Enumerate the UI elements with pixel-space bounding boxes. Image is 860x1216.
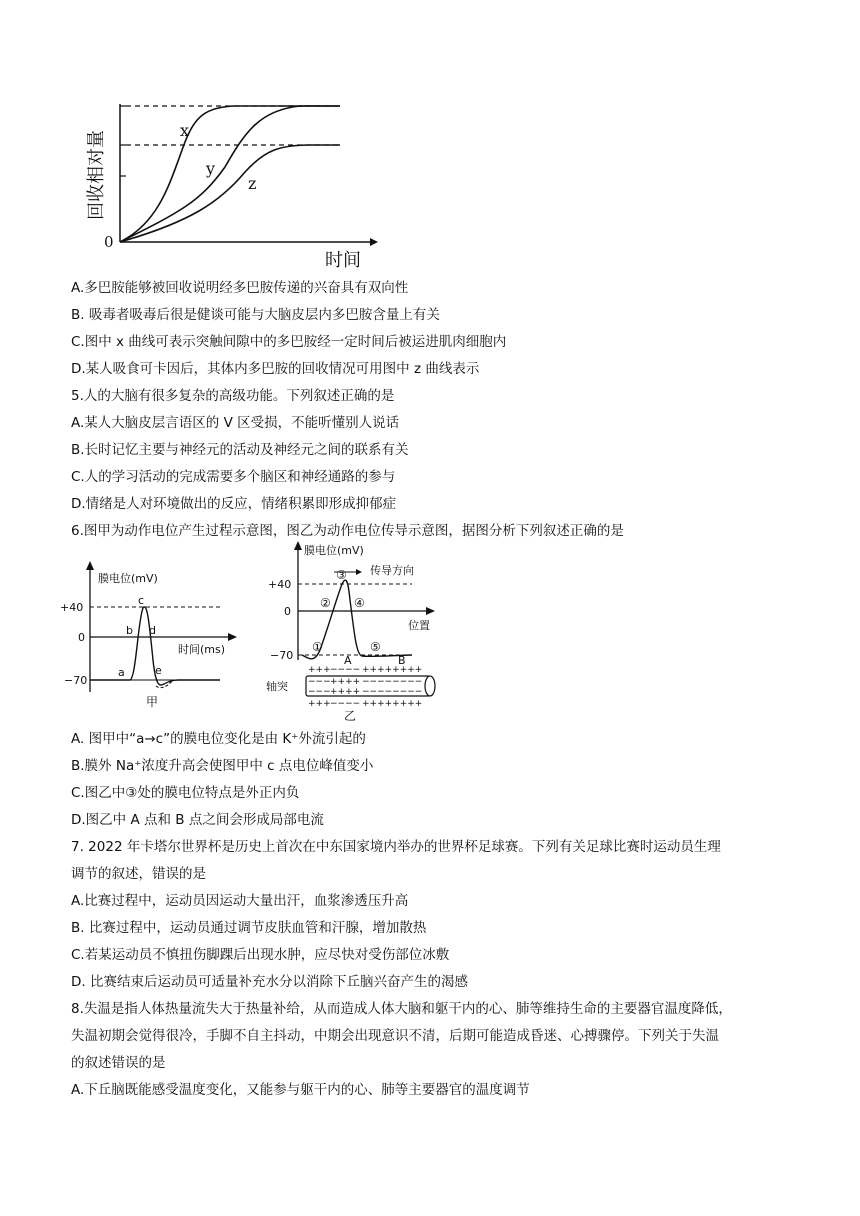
jia-point-b: b bbox=[126, 624, 133, 637]
q7-stem-line2: 调节的叙述，错误的是 bbox=[71, 866, 206, 882]
yi-direction: 传导方向 bbox=[370, 564, 414, 577]
action-potential-figure-jia bbox=[60, 560, 250, 710]
svg-text:++++: ++++ bbox=[330, 687, 361, 697]
q5-option-d: D.情绪是人对环境做出的反应，情绪积累即形成抑郁症 bbox=[71, 496, 397, 512]
yi-axon-label: 轴突 bbox=[266, 680, 288, 693]
svg-text:++++: ++++ bbox=[330, 677, 361, 687]
yi-x-label: 位置 bbox=[408, 619, 430, 632]
yi-tick-0: 0 bbox=[284, 605, 291, 618]
q6-option-a: A. 图甲中“a→c”的膜电位变化是由 K⁺外流引起的 bbox=[71, 731, 366, 747]
curve-z-label: z bbox=[248, 174, 257, 193]
svg-text:−−−−−−−−: −−−−−−−− bbox=[362, 687, 423, 697]
q8-stem-line1: 8.失温是指人体热量流失大于热量补给，从而造成人体大脑和躯干内的心、肺等维持生命的主要器官温度降低， bbox=[71, 1001, 732, 1017]
q6-option-d: D.图乙中 A 点和 B 点之间会形成局部电流 bbox=[71, 812, 324, 828]
svg-text:−−−−−−−−: −−−−−−−− bbox=[362, 677, 423, 687]
jia-point-c: c bbox=[138, 594, 145, 607]
yi-point-5: ⑤ bbox=[370, 640, 381, 654]
q7-option-a: A.比赛过程中，运动员因运动大量出汗，血浆渗透压升高 bbox=[71, 893, 409, 909]
q4-option-d: D.某人吸食可卡因后，其体内多巴胺的回收情况可用图中 z 曲线表示 bbox=[71, 361, 480, 377]
jia-tick-40: +40 bbox=[60, 601, 84, 614]
jia-caption: 甲 bbox=[146, 695, 159, 709]
q5-stem: 5.人的大脑有很多复杂的高级功能。下列叙述正确的是 bbox=[71, 388, 395, 404]
q8-stem-line3: 的叙述错误的是 bbox=[71, 1055, 166, 1071]
svg-text:−−−: −−− bbox=[308, 677, 331, 687]
yi-point-a-label: A bbox=[344, 654, 352, 667]
svg-text:+++: +++ bbox=[308, 699, 331, 709]
yi-caption: 乙 bbox=[344, 709, 357, 722]
q7-stem-line1: 7. 2022 年卡塔尔世界杯是历史上首次在中东国家境内举办的世界杯足球赛。下列有关足球比赛时运动员生理 bbox=[71, 839, 721, 855]
jia-y-label: 膜电位(mV) bbox=[98, 572, 158, 585]
conduction-figure-yi bbox=[262, 540, 452, 722]
curve-x-label: x bbox=[180, 121, 190, 140]
jia-point-d: d bbox=[149, 624, 156, 637]
x-axis-title: 时间 bbox=[325, 250, 361, 271]
q4-option-c: C.图中 x 曲线可表示突触间隙中的多巴胺经一定时间后被运进肌肉细胞内 bbox=[71, 334, 507, 350]
yi-point-2: ② bbox=[320, 596, 331, 610]
jia-point-e: e bbox=[155, 664, 162, 677]
origin-label: 0 bbox=[104, 233, 114, 251]
q5-option-b: B.长时记忆主要与神经元的活动及神经元之间的联系有关 bbox=[71, 442, 409, 458]
q6-stem: 6.图甲为动作电位产生过程示意图，图乙为动作电位传导示意图，据图分析下列叙述正确的是 bbox=[71, 523, 624, 539]
curve-y-label: y bbox=[206, 159, 216, 178]
curve-x bbox=[120, 106, 340, 242]
q7-option-b: B. 比赛过程中，运动员通过调节皮肤血管和汗腺，增加散热 bbox=[71, 920, 427, 936]
jia-point-a: a bbox=[118, 666, 125, 679]
yi-tick-70: −70 bbox=[270, 649, 294, 662]
q6-option-c: C.图乙中③处的膜电位特点是外正内负 bbox=[71, 785, 300, 801]
q7-option-c: C.若某运动员不慎扭伤脚踝后出现水肿，应尽快对受伤部位冰敷 bbox=[71, 947, 450, 963]
yi-point-b-label: B bbox=[398, 654, 406, 667]
curve-y bbox=[120, 106, 340, 242]
q4-option-b: B. 吸毒者吸毒后很是健谈可能与大脑皮层内多巴胺含量上有关 bbox=[71, 307, 440, 323]
jia-tick-0: 0 bbox=[78, 631, 85, 644]
q4-option-a: A.多巴胺能够被回收说明经多巴胺传递的兴奋具有双向性 bbox=[71, 280, 409, 296]
q5-option-c: C.人的学习活动的完成需要多个脑区和神经通路的参与 bbox=[71, 469, 396, 485]
jia-x-label: 时间(ms) bbox=[178, 643, 226, 656]
y-axis-title: 回收相对量 bbox=[86, 130, 107, 220]
yi-tick-40: +40 bbox=[268, 578, 292, 591]
jia-tick-70: −70 bbox=[64, 674, 88, 687]
yi-point-1: ① bbox=[312, 640, 323, 654]
svg-text:−−−−: −−−− bbox=[330, 665, 361, 675]
q8-stem-line2: 失温初期会觉得很冷，手脚不自主抖动，中期会出现意识不清，后期可能造成昏迷、心搏骤停。下列关于失温 bbox=[71, 1028, 719, 1044]
svg-text:−−−: −−− bbox=[308, 687, 331, 697]
svg-text:++++++++: ++++++++ bbox=[362, 699, 423, 709]
q7-option-d: D. 比赛结束后运动员可适量补充水分以消除下丘脑兴奋产生的渴感 bbox=[71, 974, 468, 990]
svg-text:−−−−: −−−− bbox=[330, 699, 361, 709]
svg-text:++++++++: ++++++++ bbox=[362, 665, 423, 675]
svg-text:+++: +++ bbox=[308, 665, 331, 675]
q5-option-a: A.某人大脑皮层言语区的 V 区受损，不能听懂别人说话 bbox=[71, 415, 400, 431]
yi-point-4: ④ bbox=[354, 596, 365, 610]
q6-option-b: B.膜外 Na⁺浓度升高会使图甲中 c 点电位峰值变小 bbox=[71, 758, 374, 774]
q8-option-a: A.下丘脑既能感受温度变化，又能参与躯干内的心、肺等主要器官的温度调节 bbox=[71, 1082, 530, 1098]
yi-point-3: ③ bbox=[336, 568, 347, 582]
recycling-graph bbox=[70, 92, 380, 272]
yi-y-label: 膜电位(mV) bbox=[304, 544, 364, 557]
